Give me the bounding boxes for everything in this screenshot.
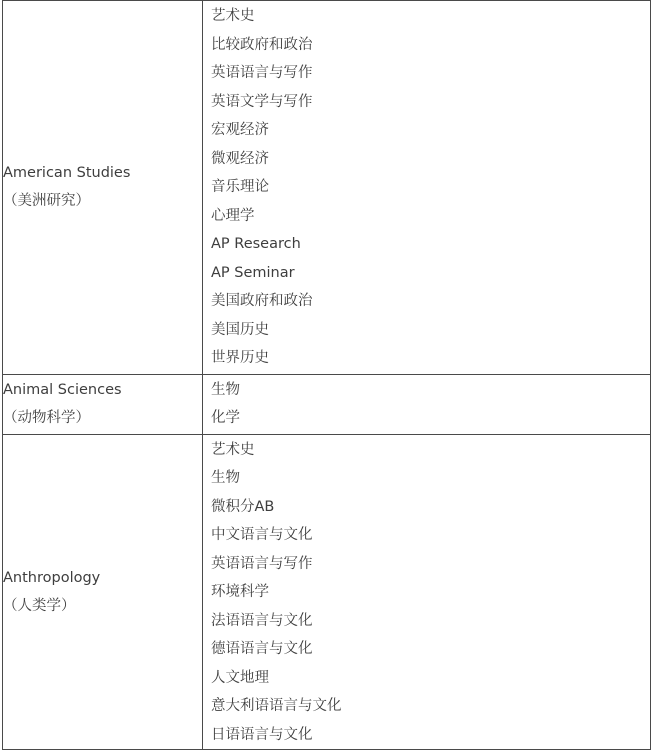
course-item: 世界历史 xyxy=(211,350,269,366)
course-item: 生物 xyxy=(211,381,240,398)
courses-cell xyxy=(203,1,651,375)
course-item: 意大利语语言与文化 xyxy=(211,698,342,714)
course-item: 艺术史 xyxy=(211,8,255,24)
course-item: 英语语言与写作 xyxy=(211,65,313,81)
table-body xyxy=(3,1,651,750)
course-item: 生物 xyxy=(211,470,240,486)
table-row xyxy=(3,1,651,375)
course-item: 环境科学 xyxy=(211,584,269,600)
course-item: 中文语言与文化 xyxy=(211,527,313,543)
course-item: 微积分AB xyxy=(211,498,275,515)
course-item: 英语语言与写作 xyxy=(211,555,313,572)
major-course-table xyxy=(2,0,651,750)
course-list xyxy=(203,375,650,434)
course-list xyxy=(203,1,650,374)
table-row xyxy=(3,434,651,750)
course-item: 心理学 xyxy=(211,207,255,224)
major-name: American Studies xyxy=(3,165,131,182)
course-item: 音乐理论 xyxy=(211,179,269,195)
courses-cell xyxy=(203,434,651,750)
major-name-cn: （动物科学） xyxy=(3,410,90,426)
course-item: 法语语言与文化 xyxy=(211,612,313,629)
course-item: AP Seminar xyxy=(211,264,295,281)
course-item: 日语语言与文化 xyxy=(211,726,313,743)
course-item: 美国政府和政治 xyxy=(211,293,313,309)
major-cell xyxy=(3,374,203,434)
courses-cell xyxy=(203,374,651,434)
course-item: 德语语言与文化 xyxy=(211,641,313,657)
course-item: 英语文学与写作 xyxy=(211,93,313,110)
major-cell xyxy=(3,1,203,375)
course-item: 微观经济 xyxy=(211,150,269,167)
course-item: 美国历史 xyxy=(211,321,269,338)
course-item: 化学 xyxy=(211,410,240,426)
course-item: 人文地理 xyxy=(211,669,269,686)
course-item: 艺术史 xyxy=(211,441,255,458)
major-name: Animal Sciences xyxy=(3,382,122,398)
course-item: 宏观经济 xyxy=(211,122,269,138)
major-name-cn: （美洲研究） xyxy=(3,193,90,210)
major-cell xyxy=(3,434,203,750)
major-name: Anthropology xyxy=(3,569,101,586)
major-name-cn: （人类学） xyxy=(3,597,76,614)
course-list xyxy=(203,435,650,750)
course-item: 比较政府和政治 xyxy=(211,36,313,53)
course-item: AP Research xyxy=(211,236,301,252)
table-row xyxy=(3,374,651,434)
